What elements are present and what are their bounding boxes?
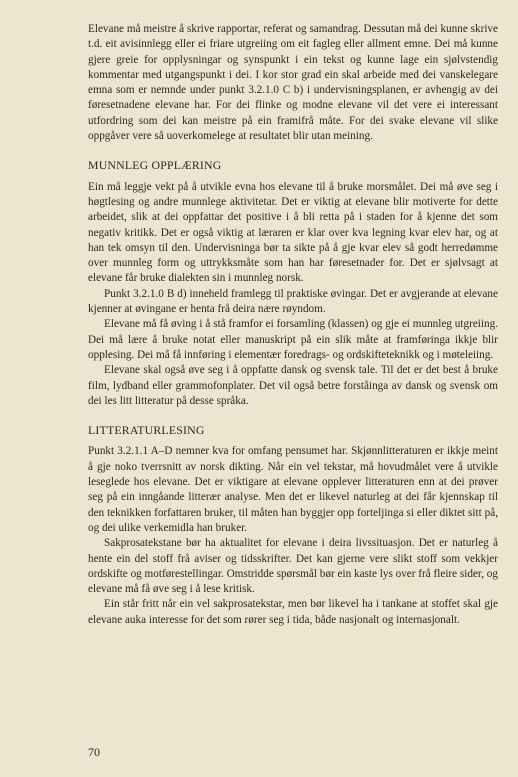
section-heading-literature-reading: LITTERATURLESING (88, 423, 205, 438)
paragraph-written-assignments: Elevane må meistre å skrive rapportar, referat og samandrag. Dessutan må dei kunne skrive t.d. eit avisinnlegg eller ei friare utgreiing om eit fagleg eller allment emne. Dei må kunne gjere greie for opplysningar og synspunkt i ein tekst og kunne lage ein sjølvstendig kommentar med utgangspunkt i dei. I kor stor grad ein skal arbeide med dei vanskelegare emna som er nemnde under punkt 3.2.1.0 C b) i undervisningsplanen, er avhengig av dei føresetnadene elevane har. For dei flinke og modne elevane vil det vere ei interessant utfordring som dei kan meistre på ein framifrå måte. For dei svake elevane vil slike oppgåver vere så uoverkomelege at resultatet blir utan meining. (88, 23, 498, 143)
section-heading-oral-training: MUNNLEG OPPLÆRING (88, 158, 222, 173)
paragraph-literature-scope: Punkt 3.2.1.1 A–D nemner kva for omfang pensumet har. Skjønnlitteraturen er ikkje meint å gje noko tverrsnitt av norsk dikting. Når ein vel tekstar, må hovudmålet vere å utvikle leseglede hos elevane. Det er viktigare at elevane opplever litteraturen enn at dei prøver seg på ein inngåande litterær analyse. Men det er likevel naturleg at dei får kjennskap til den teknikken forfattaren bruker, til måten han byggjer opp forteljinga si eller diktet sitt på, og dei ulike verkemidla han bruker. (88, 445, 498, 534)
paragraph-nonfiction-texts: Sakprosatekstane bør ha aktualitet for elevane i deira livssituasjon. Det er naturleg å hente ein del stoff frå aviser og tidsskrifter. Det kan gjerne vere slikt stoff som vekkjer ordskifte og motførestellingar. Omstridde spørsmål bør ein kaste lys over frå fleire sider, og elevane må få øve seg i å lese kritisk. (88, 537, 498, 596)
body-text (88, 22, 498, 628)
paragraph-oral-training-intro: Ein må leggje vekt på å utvikle evna hos elevane til å bruke morsmålet. Dei må øve seg i høgtlesing og andre munnlege aktivitetar. Det er viktig at elevane blir motiverte for dette arbeidet, slik at dei oppfattar det positive i å bli retta på i staden for å kjenne det som negativ kritikk. Det er også viktig at læraren er klar over kva legning kvar elev har, og at han tek omsyn til den. Undervisninga bør ta sikte på å gje kvar elev så godt herredømme over munnleg form og uttrykksmåte som han har føresetnader for. Det er sjølvsagt at elevane får bruke dialekten sin i munnleg norsk. (88, 180, 498, 285)
paragraph-practical-exercises: Punkt 3.2.1.0 B d) inneheld framlegg til praktiske øvingar. Det er avgjerande at elevane kjenner at øvingane er henta frå deira nære røyndom. (88, 287, 498, 316)
page-number: 70 (88, 745, 100, 759)
paragraph-public-speaking: Elevane må få øving i å stå framfor ei forsamling (klassen) og gje ei munnleg utgreiing. Dei må lære å bruke notat eller manuskript på ein slik måte at framføringa ikkje blir opplesing. Dei må få innføring i elementær foredrags- og ordskifteteknikk og i møteleiing. (88, 318, 498, 361)
paragraph-nonfiction-choice: Ein står fritt når ein vel sakprosatekstar, men bør likevel ha i tankane at stoffet skal gje elevane auka interesse for det som rører seg i tida, både nasjonalt og internasjonalt. (88, 598, 498, 626)
paragraph-danish-swedish: Elevane skal også øve seg i å oppfatte dansk og svensk tale. Til det er det best å bruke film, lydband eller grammofonplater. Det vil også betre forståinga av dansk og svensk om dei les litt litteratur på desse språka. (88, 364, 498, 407)
